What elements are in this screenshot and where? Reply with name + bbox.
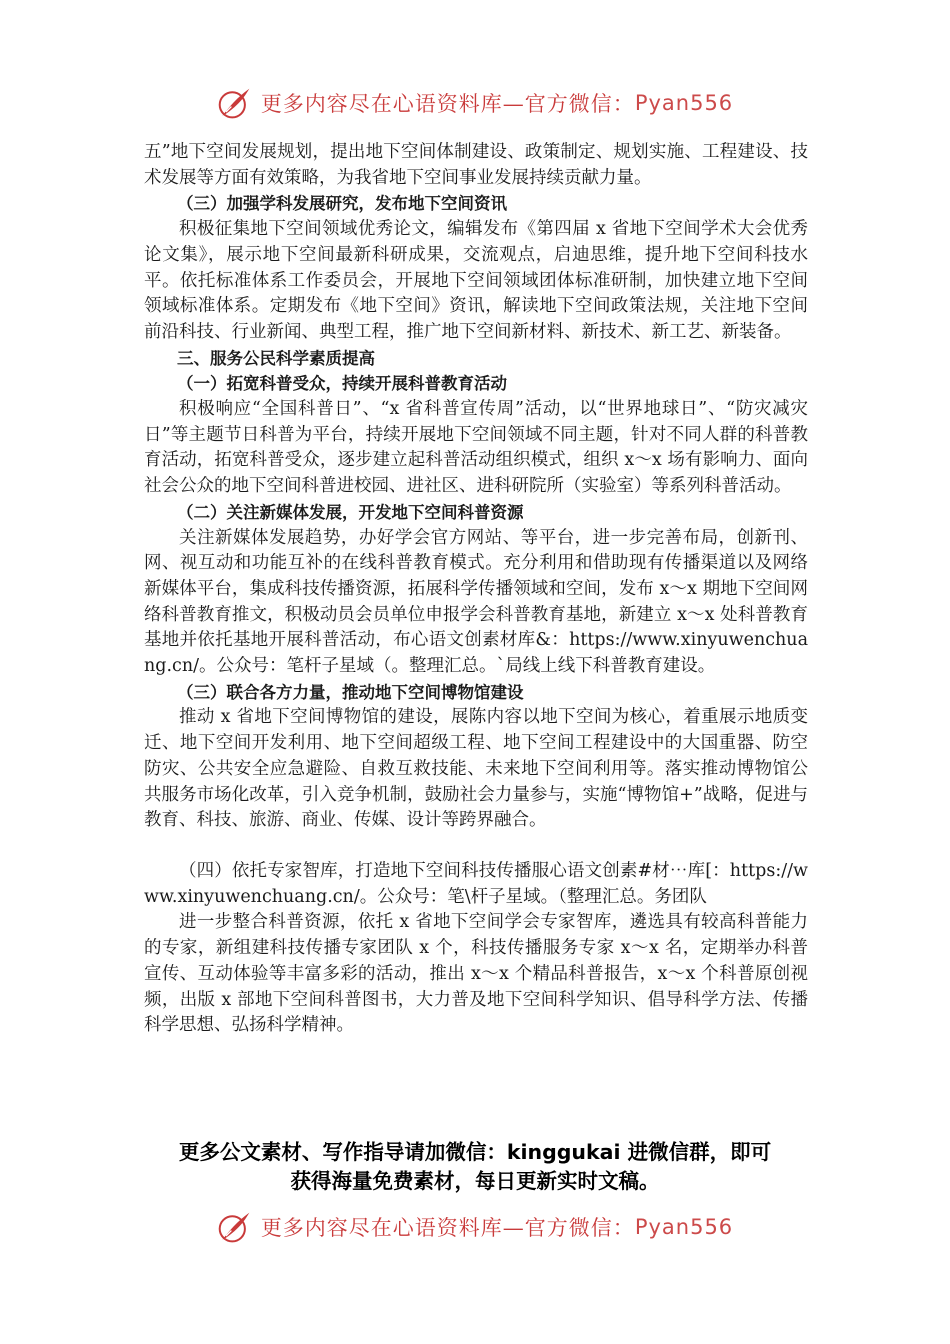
paragraph-spacer (144, 834, 808, 859)
banner-wechat-id: Pyan556 (634, 91, 734, 115)
body-paragraph: 推动 x 省地下空间博物馆的建设，展陈内容以地下空间为核心，着重展示地质变迁、地下空间开发利用、地下空间超级工程、地下空间工程建设中的大国重器、防空防灾、公共安全应急避险、自救互救技能、未来地下空间利用等。落实推动博物馆公共服务市场化改革，引入竞争机制，鼓励社会力量参与，实施“博物馆+”战略，促进与教育、科技、旅游、商业、传媒、设计等跨界融合。 (144, 707, 808, 831)
document-body (144, 140, 808, 1039)
section-heading: （三）联合各方力量，推动地下空间博物馆建设 (177, 682, 524, 702)
section-heading: （二）关注新媒体发展，开发地下空间科普资源 (177, 502, 524, 522)
header-banner (0, 78, 950, 128)
wechat-notice (100, 1138, 850, 1196)
footer-banner (0, 1202, 950, 1252)
section-heading: （一）拓宽科普受众，持续开展科普教育活动 (177, 374, 507, 394)
banner-wechat-id: Pyan556 (634, 1215, 734, 1239)
notice-line-2: 获得海量免费素材，每日更新实时文稿。 (290, 1169, 660, 1193)
quill-logo-icon (217, 85, 253, 121)
body-paragraph: （四）依托专家智库，打造地下空间科技传播服心语文创素#材⋯库[：https://www.xinyuwenchuang.cn/。公众号：笔\杆子星域。（整理汇总。务团队 (144, 860, 808, 907)
banner-site-text: 更多内容尽在心语资料库—官方微信： (260, 1216, 635, 1240)
section-heading: 三、服务公民科学素质提高 (177, 348, 375, 368)
quill-logo-icon (217, 1209, 253, 1245)
body-paragraph: 五”地下空间发展规划，提出地下空间体制建设、政策制定、规划实施、工程建设、技术发展等方面有效策略，为我省地下空间事业发展持续贡献力量。 (144, 142, 808, 188)
body-paragraph: 进一步整合科普资源，依托 x 省地下空间学会专家智库，遴选具有较高科普能力的专家，新组建科技传播专家团队 x 个，科技传播服务专家 x～x 名，定期举办科普宣传、互动体验等丰富多彩的活动，推出 x～x 个精品科普报告，x～x 个科普原创视频，出版 x 部地下空间科普图书，大力普及地下空间科学知识、倡导科学方法、传播科学思想、弘扬科学精神。 (144, 912, 808, 1036)
notice-line-1: 更多公文素材、写作指导请加微信：kinggukai 进微信群，即可 (178, 1140, 772, 1164)
banner-site-text: 更多内容尽在心语资料库—官方微信： (260, 92, 635, 116)
body-paragraph: 积极征集地下空间领域优秀论文，编辑发布《第四届 x 省地下空间学术大会优秀论文集》，展示地下空间最新科研成果，交流观点，启迪思维，提升地下空间科技水平。依托标准体系工作委员会，开展地下空间领域团体标准研制，加快建立地下空间领域标准体系。定期发布《地下空间》资讯，解读地下空间政策法规，关注地下空间前沿科技、行业新闻、典型工程，推广地下空间新材料、新技术、新工艺、新装备。 (144, 219, 808, 342)
body-paragraph: 关注新媒体发展趋势，办好学会官方网站、等平台，进一步完善布局，创新刊、网、视互动和功能互补的在线科普教育模式。充分利用和借助现有传播渠道以及网络新媒体平台，集成科技传播资源，拓展科学传播领域和空间，发布 x～x 期地下空间网络科普教育推文，积极动员会员单位申报学会科普教育基地，新建立 x～x 处科普教育基地并依托基地开展科普活动，布心语文创素材库&：https://www.xinyuwenchuang.cn/。公众号：笔杆子星域（。整理汇总。`局线上线下科普教育建设。 (144, 527, 808, 677)
section-heading: （三）加强学科发展研究，发布地下空间资讯 (177, 194, 507, 214)
body-paragraph: 积极响应“全国科普日”、“x 省科普宣传周”活动，以“世界地球日”、“防灾减灾日”等主题节日科普为平台，持续开展地下空间领域不同主题，针对不同人群的科普教育活动，拓宽科普受众，逐步建立起科普活动组织模式，组织 x～x 场有影响力、面向社会公众的地下空间科普进校园、进社区、进科研院所（实验室）等系列科普活动。 (144, 399, 808, 497)
